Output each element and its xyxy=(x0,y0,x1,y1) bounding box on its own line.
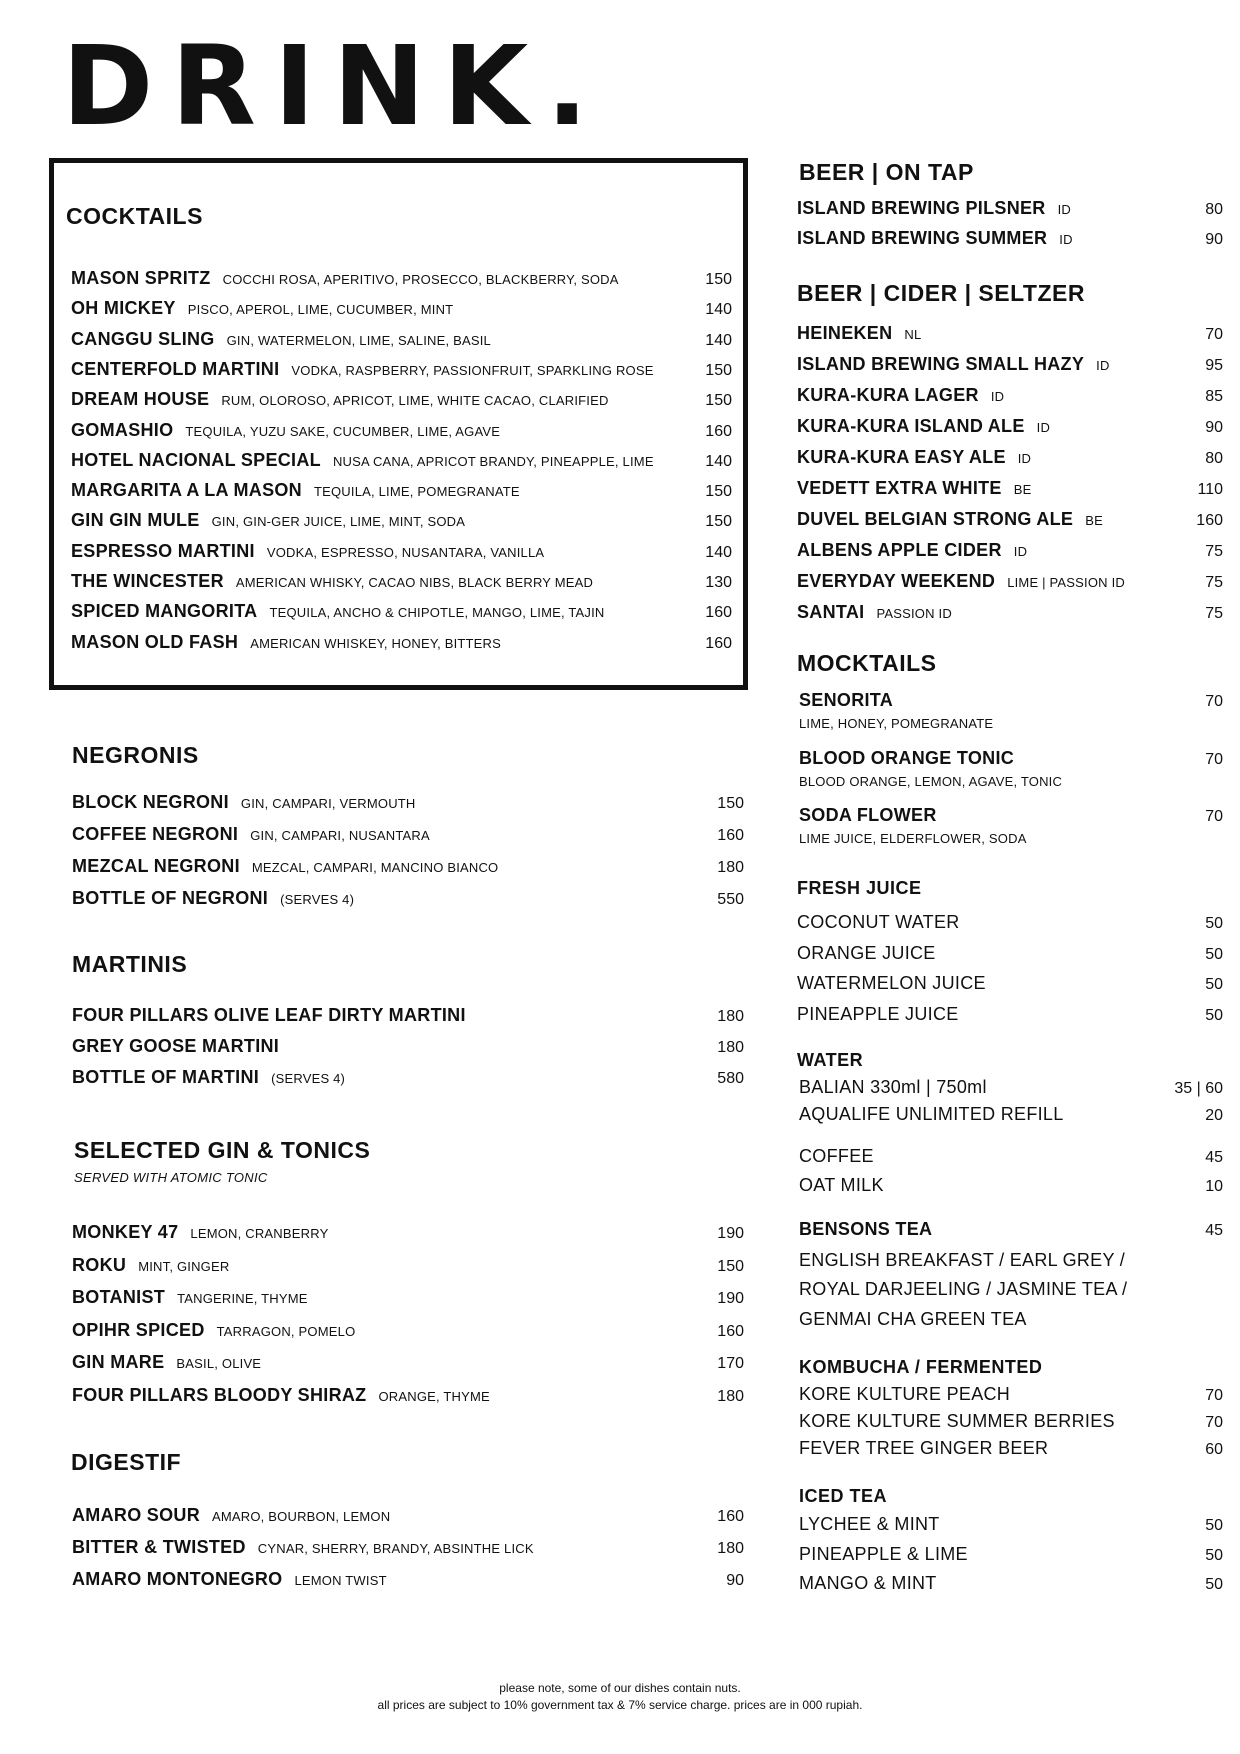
cocktails-title: COCKTAILS xyxy=(66,203,203,229)
item-price: 170 xyxy=(717,1355,744,1373)
beer-tap-title: BEER | ON TAP xyxy=(799,159,974,185)
item-price: 85 xyxy=(1205,388,1223,405)
item-name: SPICED MANGORITA xyxy=(71,601,258,622)
item-description: NUSA CANA, APRICOT BRANDY, PINEAPPLE, LIME xyxy=(332,453,654,469)
item-price: 50 xyxy=(1205,1546,1223,1564)
item-name: BOTTLE OF MARTINI xyxy=(72,1067,260,1087)
item-price: 550 xyxy=(717,891,744,908)
menu-item xyxy=(797,912,1223,940)
item-name: COFFEE NEGRONI xyxy=(72,824,239,844)
menu-item xyxy=(797,1411,1223,1439)
item-name: DUVEL BELGIAN STRONG ALE xyxy=(797,509,1074,529)
menu-item xyxy=(797,1544,1223,1572)
item-name: PINEAPPLE JUICE xyxy=(797,1004,959,1025)
item-description: TARRAGON, POMELO xyxy=(216,1323,356,1339)
kombucha-title: KOMBUCHA / FERMENTED xyxy=(799,1357,1043,1377)
item-price: 140 xyxy=(705,331,732,349)
menu-item xyxy=(797,509,1223,537)
item-name: AMARO MONTONEGRO xyxy=(72,1569,283,1589)
item-name: GREY GOOSE MARTINI xyxy=(72,1036,280,1056)
item-price: 150 xyxy=(705,513,732,531)
menu-item xyxy=(797,447,1223,475)
menu-item xyxy=(797,571,1223,599)
item-price: 80 xyxy=(1205,201,1223,218)
menu-item xyxy=(797,1573,1223,1601)
item-price: 70 xyxy=(1205,693,1223,710)
item-price: 140 xyxy=(705,452,732,470)
item-name: SENORITA xyxy=(799,690,894,710)
menu-item xyxy=(72,1320,744,1348)
menu-item xyxy=(797,198,1223,226)
water-title: WATER xyxy=(797,1050,864,1070)
item-name: OH MICKEY xyxy=(71,298,176,319)
menu-item xyxy=(797,1175,1223,1203)
item-name: AQUALIFE UNLIMITED REFILL xyxy=(799,1104,1064,1124)
item-price: 190 xyxy=(717,1225,744,1242)
item-price: 75 xyxy=(1205,574,1223,591)
page-title: DRINK. xyxy=(62,22,607,150)
item-name: THE WINCESTER xyxy=(71,571,224,591)
item-description: ID xyxy=(1036,420,1051,435)
menu-item xyxy=(72,1067,744,1095)
item-description: MINT, GINGER xyxy=(138,1258,230,1274)
tea-line: ROYAL DARJEELING / JASMINE TEA / xyxy=(799,1279,1128,1299)
item-name: BITTER & TWISTED xyxy=(72,1537,246,1557)
digestif-title: DIGESTIF xyxy=(71,1449,182,1475)
item-name: BLOOD ORANGE TONIC xyxy=(799,747,1015,768)
item-description: BE xyxy=(1085,513,1103,528)
fresh-juice-title: FRESH JUICE xyxy=(797,878,922,898)
item-description: GIN, CAMPARI, VERMOUTH xyxy=(240,796,416,811)
item-description: TANGERINE, THYME xyxy=(177,1291,308,1307)
item-name: ISLAND BREWING PILSNER xyxy=(797,198,1046,218)
item-description: TEQUILA, YUZU SAKE, CUCUMBER, LIME, AGAVE xyxy=(185,423,501,439)
item-description: ID xyxy=(1096,358,1110,373)
item-description: ID xyxy=(1059,232,1073,247)
item-price: 150 xyxy=(705,483,732,501)
menu-item xyxy=(797,540,1223,568)
menu-item xyxy=(797,354,1223,382)
item-price: 70 xyxy=(1205,750,1223,768)
item-name: KORE KULTURE PEACH xyxy=(799,1384,1011,1404)
menu-item xyxy=(797,1104,1223,1132)
item-name: ESPRESSO MARTINI xyxy=(71,540,255,561)
right-column xyxy=(797,0,1223,1754)
item-price: 75 xyxy=(1205,605,1223,622)
left-column xyxy=(72,0,744,1754)
item-name: DREAM HOUSE xyxy=(71,389,210,410)
item-price: 160 xyxy=(717,827,744,844)
item-price: 160 xyxy=(705,422,732,440)
item-name: MONKEY 47 xyxy=(72,1222,179,1242)
menu-item xyxy=(797,228,1223,256)
item-description: LIME, HONEY, POMEGRANATE xyxy=(799,716,994,731)
item-name: HEINEKEN xyxy=(797,323,893,343)
item-name: ALBENS APPLE CIDER xyxy=(797,540,1002,560)
menu-item xyxy=(72,888,744,916)
item-name: LYCHEE & MINT xyxy=(799,1514,940,1534)
item-price: 20 xyxy=(1205,1107,1223,1124)
item-name: OAT MILK xyxy=(799,1175,884,1195)
item-name: COFFEE xyxy=(799,1146,874,1166)
item-name: ORANGE JUICE xyxy=(797,942,936,963)
menu-item xyxy=(797,748,1223,776)
menu-item xyxy=(797,690,1223,718)
item-description: TEQUILA, ANCHO & CHIPOTLE, MANGO, LIME, TAJIN xyxy=(269,605,605,621)
item-description: BE xyxy=(1013,482,1032,497)
menu-item xyxy=(72,1287,744,1315)
item-name: MEZCAL NEGRONI xyxy=(72,856,240,876)
item-price: 150 xyxy=(717,1257,744,1275)
item-name: BLOCK NEGRONI xyxy=(72,792,229,812)
menu-item xyxy=(797,1438,1223,1466)
item-price: 50 xyxy=(1205,945,1223,963)
menu-item xyxy=(797,973,1223,1001)
menu-item xyxy=(797,385,1223,413)
footer-nuts-note: please note, some of our dishes contain nuts. xyxy=(499,1681,741,1695)
item-name: WATERMELON JUICE xyxy=(797,973,986,994)
menu-item xyxy=(72,1505,744,1533)
item-name: EVERYDAY WEEKEND xyxy=(797,571,996,591)
menu-item xyxy=(797,1077,1223,1105)
item-price: 160 xyxy=(1196,512,1223,529)
item-price: 580 xyxy=(717,1070,744,1087)
item-price: 95 xyxy=(1205,357,1223,374)
menu-item xyxy=(72,1005,744,1033)
tea-line: ENGLISH BREAKFAST / EARL GREY / xyxy=(799,1250,1126,1270)
item-price: 10 xyxy=(1205,1178,1223,1195)
menu-item xyxy=(72,1255,744,1283)
menu-item xyxy=(72,1222,744,1250)
item-description: MEZCAL, CAMPARI, MANCINO BIANCO xyxy=(251,860,499,875)
item-name: CENTERFOLD MARTINI xyxy=(71,358,280,379)
item-price: 70 xyxy=(1205,326,1223,343)
item-name: MARGARITA A LA MASON xyxy=(71,480,302,501)
item-name: GIN MARE xyxy=(72,1352,165,1373)
item-price: 70 xyxy=(1205,1414,1223,1431)
menu-item xyxy=(797,1514,1223,1542)
item-price: 180 xyxy=(717,1540,744,1557)
menu-item xyxy=(797,1004,1223,1032)
item-description: ID xyxy=(1017,451,1032,466)
item-name: KURA-KURA LAGER xyxy=(797,385,979,405)
menu-item xyxy=(72,1385,744,1413)
item-price: 90 xyxy=(1205,231,1223,248)
item-price: 140 xyxy=(705,301,732,319)
item-price: 150 xyxy=(705,361,732,379)
item-name: BALIAN 330ml | 750ml xyxy=(799,1077,987,1097)
item-description: LIME JUICE, ELDERFLOWER, SODA xyxy=(799,831,1027,846)
item-description: COCCHI ROSA, APERITIVO, PROSECCO, BLACKBERRY, SODA xyxy=(222,272,619,287)
item-price: 180 xyxy=(717,1039,744,1056)
menu-item xyxy=(72,792,744,820)
item-name: MASON OLD FASH xyxy=(71,631,239,652)
beer-cider-title: BEER | CIDER | SELTZER xyxy=(797,280,1085,306)
item-description: LEMON TWIST xyxy=(294,1573,387,1588)
item-description: PASSION ID xyxy=(876,606,952,621)
item-name: MANGO & MINT xyxy=(799,1573,937,1593)
item-name: FEVER TREE GINGER BEER xyxy=(799,1438,1049,1458)
menu-item xyxy=(797,805,1223,833)
iced-tea-title: ICED TEA xyxy=(799,1486,888,1506)
item-price: 70 xyxy=(1205,808,1223,825)
item-description: PISCO, APEROL, LIME, CUCUMBER, MINT xyxy=(187,302,454,318)
mocktails-title: MOCKTAILS xyxy=(797,650,937,676)
item-name: ISLAND BREWING SUMMER xyxy=(797,228,1048,248)
item-price: 50 xyxy=(1205,915,1223,932)
item-description: ID xyxy=(990,389,1005,404)
item-name: OPIHR SPICED xyxy=(72,1319,205,1340)
item-price: 160 xyxy=(717,1322,744,1340)
item-price: 150 xyxy=(705,271,732,288)
item-name: BOTANIST xyxy=(72,1287,166,1308)
item-name: BOTTLE OF NEGRONI xyxy=(72,888,269,908)
item-description: CYNAR, SHERRY, BRANDY, ABSINTHE LICK xyxy=(257,1541,534,1556)
item-name: FOUR PILLARS BLOODY SHIRAZ xyxy=(72,1385,367,1405)
item-description: BLOOD ORANGE, LEMON, AGAVE, TONIC xyxy=(799,773,1063,789)
tea-header-row xyxy=(797,1219,1223,1247)
item-name: KURA-KURA EASY ALE xyxy=(797,447,1006,467)
menu-item xyxy=(797,323,1223,351)
gin-tonics-title: SELECTED GIN & TONICS xyxy=(74,1137,371,1163)
item-description: ORANGE, THYME xyxy=(378,1389,490,1404)
menu-item xyxy=(72,1036,744,1064)
item-description: (SERVES 4) xyxy=(271,1071,346,1086)
menu-item xyxy=(797,602,1223,630)
item-description: VODKA, RASPBERRY, PASSIONFRUIT, SPARKLING ROSE xyxy=(291,362,654,378)
item-price: 75 xyxy=(1205,543,1223,560)
item-name: KORE KULTURE SUMMER BERRIES xyxy=(799,1411,1115,1431)
item-name: ROKU xyxy=(72,1254,127,1275)
menu-item xyxy=(797,1384,1223,1412)
item-price: 150 xyxy=(705,392,732,410)
item-price: 130 xyxy=(705,574,732,591)
footer-tax-note: all prices are subject to 10% government tax & 7% service charge. prices are in 000 rupiah. xyxy=(377,1698,863,1712)
tea-price: 45 xyxy=(1205,1222,1223,1239)
item-name: HOTEL NACIONAL SPECIAL xyxy=(71,449,321,470)
item-description: ID xyxy=(1057,202,1072,217)
menu-item xyxy=(797,478,1223,506)
menu-item xyxy=(72,856,744,884)
negronis-title: NEGRONIS xyxy=(72,742,199,768)
item-price: 160 xyxy=(705,604,732,622)
item-description: BASIL, OLIVE xyxy=(176,1356,262,1372)
item-description: LIME | PASSION ID xyxy=(1007,575,1125,590)
menu-item xyxy=(72,824,744,852)
item-price: 50 xyxy=(1205,1007,1223,1025)
item-name: VEDETT EXTRA WHITE xyxy=(797,478,1002,498)
item-description: (SERVES 4) xyxy=(280,892,355,907)
item-description: GIN, CAMPARI, NUSANTARA xyxy=(250,828,430,843)
menu-item xyxy=(797,943,1223,971)
item-name: MASON SPRITZ xyxy=(71,268,211,288)
item-price: 90 xyxy=(1205,419,1223,436)
tea-title: BENSONS TEA xyxy=(799,1219,933,1239)
item-price: 180 xyxy=(717,859,744,876)
item-price: 60 xyxy=(1205,1441,1223,1458)
item-price: 160 xyxy=(717,1508,744,1525)
gin-tonics-subtitle: SERVED WITH ATOMIC TONIC xyxy=(74,1170,268,1185)
item-description: ID xyxy=(1013,544,1028,559)
item-description: NL xyxy=(904,327,922,342)
item-price: 80 xyxy=(1205,450,1223,467)
menu-item xyxy=(797,1146,1223,1174)
item-name: CANGGU SLING xyxy=(71,328,215,349)
item-price: 35 | 60 xyxy=(1174,1080,1223,1097)
item-name: COCONUT WATER xyxy=(797,912,960,932)
item-name: GIN GIN MULE xyxy=(71,510,200,531)
item-description: AMARO, BOURBON, LEMON xyxy=(212,1509,391,1524)
item-price: 160 xyxy=(705,634,732,652)
item-price: 180 xyxy=(717,1008,744,1025)
item-price: 50 xyxy=(1205,976,1223,994)
item-description: VODKA, ESPRESSO, NUSANTARA, VANILLA xyxy=(266,544,545,560)
item-price: 70 xyxy=(1205,1387,1223,1404)
item-name: KURA-KURA ISLAND ALE xyxy=(797,416,1025,436)
item-name: SODA FLOWER xyxy=(799,805,937,825)
item-name: PINEAPPLE & LIME xyxy=(799,1543,968,1564)
menu-item xyxy=(72,1352,744,1380)
footer-note xyxy=(0,1680,1240,1714)
menu-item xyxy=(72,1537,744,1565)
item-name: GOMASHIO xyxy=(71,419,174,440)
martinis-title: MARTINIS xyxy=(72,951,188,977)
item-name: SANTAI xyxy=(797,602,865,622)
item-price: 190 xyxy=(717,1290,744,1308)
item-price: 140 xyxy=(705,543,732,561)
item-price: 50 xyxy=(1205,1517,1223,1534)
item-description: GIN, WATERMELON, LIME, SALINE, BASIL xyxy=(226,332,491,348)
tea-line: GENMAI CHA GREEN TEA xyxy=(799,1309,1027,1329)
item-description: AMERICAN WHISKY, CACAO NIBS, BLACK BERRY MEAD xyxy=(235,575,594,590)
item-price: 45 xyxy=(1205,1149,1223,1166)
item-name: FOUR PILLARS OLIVE LEAF DIRTY MARTINI xyxy=(72,1005,466,1025)
item-description: GIN, GIN-GER JUICE, LIME, MINT, SODA xyxy=(211,514,466,530)
item-description: RUM, OLOROSO, APRICOT, LIME, WHITE CACAO, CLARIFIED xyxy=(221,393,609,409)
item-price: 110 xyxy=(1197,481,1223,498)
item-price: 50 xyxy=(1205,1576,1223,1593)
menu-item xyxy=(797,416,1223,444)
item-description: AMERICAN WHISKEY, HONEY, BITTERS xyxy=(250,635,502,651)
menu-item xyxy=(72,1569,744,1597)
item-price: 180 xyxy=(717,1388,744,1405)
item-name: ISLAND BREWING SMALL HAZY xyxy=(797,354,1085,374)
item-name: AMARO SOUR xyxy=(72,1505,200,1525)
item-price: 150 xyxy=(717,795,744,812)
item-price: 90 xyxy=(726,1572,744,1589)
item-description: LEMON, CRANBERRY xyxy=(190,1226,329,1241)
item-description: TEQUILA, LIME, POMEGRANATE xyxy=(313,484,520,500)
